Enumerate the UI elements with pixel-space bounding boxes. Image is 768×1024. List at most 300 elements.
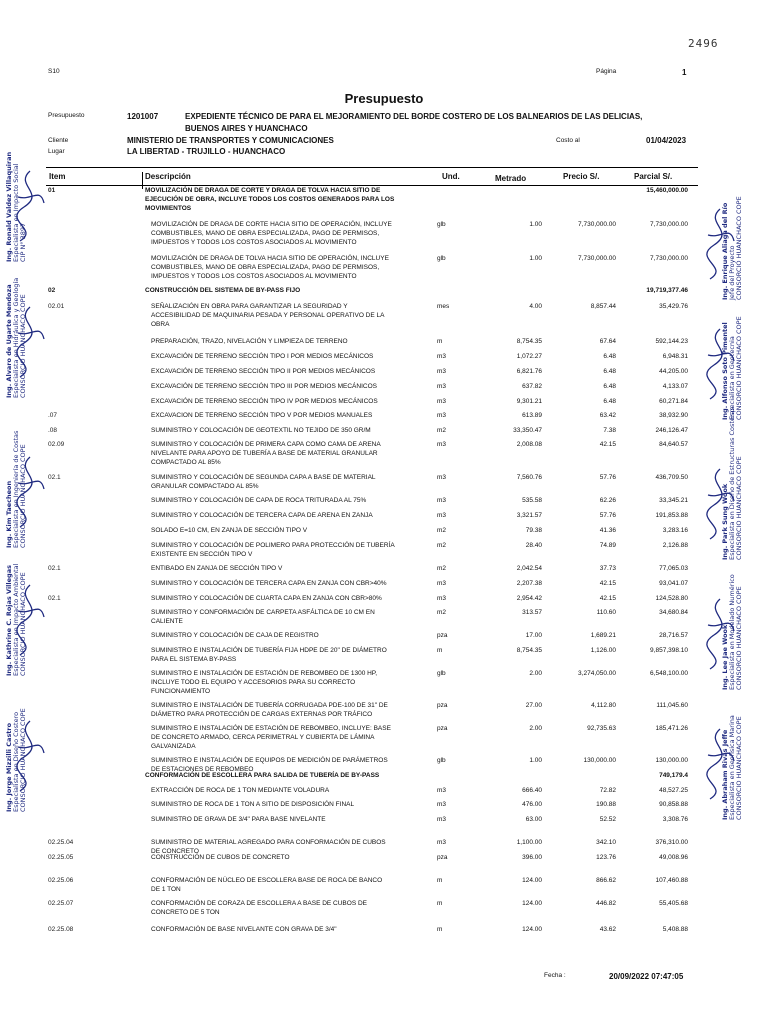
row-description-line: DE CONCRETO	[151, 848, 199, 855]
row-description	[145, 186, 430, 213]
row-precio: 446.82	[596, 900, 616, 907]
row-parcial: 6,948.31	[662, 353, 688, 360]
handwritten-signature	[700, 205, 740, 285]
row-precio: 43.62	[599, 926, 616, 933]
row-precio: 6.48	[603, 398, 616, 405]
stamp-line: CONSORCIO HUANCHACO COPE	[19, 572, 27, 676]
row-description	[145, 411, 430, 420]
row-precio: 37.73	[599, 565, 616, 572]
row-parcial: 34,680.84	[659, 609, 688, 616]
row-description-line: SUMINISTRO E INSTALACIÓN DE ESTACIÓN DE REBOMBEO DE 1300 HP,	[151, 670, 378, 677]
row-description	[145, 397, 430, 406]
row-description-line: SUMINISTRO DE GRAVA DE 3/4" PARA BASE NIVELANTE	[151, 816, 326, 823]
row-unit: pza	[437, 854, 448, 861]
row-metrado: 124.00	[522, 900, 542, 907]
row-description	[145, 526, 430, 535]
row-description-line: IMPUESTOS Y TODOS LOS COSTOS ASOCIADOS AL MOVIMIENTO	[151, 239, 357, 246]
row-description-line: SUMINISTRO E INSTALACIÓN DE ESTACIÓN DE REBOMBEO, INCLUYE: BASE	[151, 725, 391, 732]
row-unit: m3	[437, 398, 447, 405]
presupuesto-code: 1201007	[127, 112, 159, 121]
row-description	[145, 541, 430, 559]
row-unit: m	[437, 647, 443, 654]
handwritten-signature	[700, 725, 740, 805]
row-parcial: 35,429.76	[659, 303, 688, 310]
row-parcial: 38,932.90	[659, 412, 688, 419]
row-description-line: COMPACTADO AL 85%	[151, 459, 221, 466]
row-metrado: 33,350.47	[513, 427, 542, 434]
row-precio: 74.89	[599, 542, 616, 549]
row-item-code: .08	[48, 427, 58, 434]
row-description-line: PARA EL SISTEMA BY-PASS	[151, 656, 237, 663]
row-unit: glb	[437, 255, 446, 262]
row-description	[145, 440, 430, 467]
fecha-value: 20/09/2022 07:47:05	[609, 972, 684, 981]
row-item-code: .07	[48, 412, 58, 419]
row-description	[145, 496, 430, 505]
row-unit: m2	[437, 542, 447, 549]
row-unit: m	[437, 900, 443, 907]
page-title: Presupuesto	[344, 91, 424, 106]
row-metrado: 4.00	[529, 303, 542, 310]
row-description	[145, 473, 430, 491]
stamp-line: Ing. Kathrine C. Rojas Villegas	[5, 565, 13, 676]
row-parcial: 33,345.21	[659, 497, 688, 504]
row-precio: 866.62	[596, 877, 616, 884]
row-parcial: 749,179.4	[659, 772, 688, 779]
row-metrado: 27.00	[525, 702, 542, 709]
lugar-label: Lugar	[48, 148, 65, 155]
row-description	[145, 853, 430, 862]
stamp-line: Especialista en Geotecnia	[728, 336, 736, 420]
col-parcial: Parcial S/.	[634, 172, 673, 181]
row-description	[145, 786, 430, 795]
row-precio: 110.60	[596, 609, 616, 616]
row-unit: m2	[437, 427, 447, 434]
row-description-line: SOLADO E=10 CM, EN ZANJA DE SECCIÓN TIPO V	[151, 527, 308, 534]
row-precio: 1,689.21	[590, 632, 616, 639]
row-metrado: 1.00	[529, 255, 542, 262]
row-metrado: 1,100.00	[516, 839, 542, 846]
row-metrado: 2,042.54	[516, 565, 542, 572]
stamp-line: Ing. Lee Jae Wook	[721, 624, 729, 690]
row-unit: m3	[437, 787, 447, 794]
handwritten-signature	[700, 595, 740, 675]
row-metrado: 2,008.08	[516, 441, 542, 448]
pagina-value: 1	[682, 68, 687, 77]
row-metrado: 6,821.76	[516, 368, 542, 375]
row-description	[145, 220, 430, 247]
row-item-code: 02.01	[48, 303, 65, 310]
row-metrado: 2,954.42	[516, 595, 542, 602]
row-metrado: 17.00	[525, 632, 542, 639]
row-description-line: SUMINISTRO Y COLOCACIÓN DE CAJA DE REGISTRO	[151, 632, 319, 639]
row-description-line: CONSTRUCCIÓN DEL SISTEMA DE BY-PASS FIJO	[145, 287, 301, 294]
pagina-label: Página	[596, 68, 617, 75]
stamp-line: CONSORCIO HUANCHACO COPE	[735, 316, 743, 420]
row-item-code: 02.25.07	[48, 900, 74, 907]
row-unit: glb	[437, 757, 446, 764]
row-precio: 7,730,000.00	[578, 255, 616, 262]
row-description	[145, 925, 430, 934]
row-parcial: 77,065.03	[659, 565, 688, 572]
handwritten-signature	[10, 581, 50, 661]
stamp-line: CIP N° 3897	[19, 222, 27, 262]
row-description	[145, 724, 430, 751]
row-description-line: DE 1 TON	[151, 886, 181, 893]
row-metrado: 124.00	[522, 926, 542, 933]
row-parcial: 44,205.00	[659, 368, 688, 375]
row-item-code: 02.25.04	[48, 839, 74, 846]
row-parcial: 49,008.96	[659, 854, 688, 861]
row-unit: m3	[437, 801, 447, 808]
costo-value: 01/04/2023	[646, 136, 687, 145]
row-description-line: MOVILIZACIÓN DE DRAGA DE CORTE Y DRAGA DE TOLVA HACIA SITIO DE	[145, 187, 381, 194]
row-metrado: 2.00	[529, 725, 542, 732]
stamp-line: CONSORCIO HUANCHACO COPE	[19, 444, 27, 548]
row-parcial: 55,405.68	[659, 900, 688, 907]
row-description-line: CONFORMACIÓN DE BASE NIVELANTE CON GRAVA DE 3/4"	[151, 926, 337, 933]
col-descripcion: Descripción	[145, 172, 191, 181]
row-metrado: 1.00	[529, 221, 542, 228]
stamp-line: Ing. Park Sung Wook	[721, 483, 729, 560]
row-parcial: 90,858.88	[659, 801, 688, 808]
row-parcial: 28,716.57	[659, 632, 688, 639]
row-description-line: DIÁMETRO PARA PROTECCIÓN DE CARGAS EXTERNAS POR TRÁFICO	[151, 711, 373, 718]
row-description	[145, 564, 430, 573]
row-description	[145, 511, 430, 520]
row-description-line: EXTRACCIÓN DE ROCA DE 1 TON MEDIANTE VOLADURA	[151, 787, 330, 794]
row-parcial: 7,730,000.00	[650, 221, 688, 228]
stamp-line: CONSORCIO HUANCHACO COPE	[735, 716, 743, 820]
row-unit: glb	[437, 221, 446, 228]
row-description-line: SUMINISTRO Y COLOCACIÓN DE GEOTEXTIL NO TEJIDO DE 350 GR/M	[151, 427, 371, 434]
row-unit: m3	[437, 839, 447, 846]
stamp-line: Especialista en Diseño Costero	[12, 711, 20, 812]
row-parcial: 376,310.00	[655, 839, 688, 846]
row-item-code: 01	[48, 187, 56, 194]
row-parcial: 9,857,398.10	[650, 647, 688, 654]
row-description-line: EXCAVACIÓN DE TERRENO SECCIÓN TIPO IV POR MEDIOS MECÁNICOS	[151, 398, 378, 405]
row-precio: 92,735.63	[587, 725, 616, 732]
row-precio: 63.42	[599, 412, 616, 419]
row-description-line: SUMINISTRO Y COLOCACIÓN DE PRIMERA CAPA COMO CAMA DE ARENA	[151, 441, 381, 448]
row-description	[145, 367, 430, 376]
stamp-line: Ing. Alfonso Soto Pimentel	[721, 322, 729, 420]
row-unit: glb	[437, 670, 446, 677]
row-unit: m2	[437, 527, 447, 534]
row-parcial: 3,308.76	[662, 816, 688, 823]
row-description	[145, 669, 430, 696]
row-unit: m3	[437, 497, 447, 504]
row-description-line: GALVANIZADA	[151, 743, 196, 750]
presupuesto-desc-line2: BUENOS AIRES Y HUANCHACO	[185, 124, 308, 133]
row-metrado: 637.82	[522, 383, 542, 390]
row-description	[145, 337, 430, 346]
row-description	[145, 771, 430, 780]
row-metrado: 8,754.35	[516, 647, 542, 654]
row-item-code: 02	[48, 287, 56, 294]
handwritten-signature	[10, 453, 50, 533]
col-metrado: Metrado	[495, 174, 527, 183]
row-unit: mes	[437, 303, 450, 310]
stamp-line: Especialista en Impacto Social	[12, 163, 20, 262]
stamp-line: CONSORCIO HUANCHACO COPE	[735, 196, 743, 300]
row-precio: 57.76	[599, 474, 616, 481]
row-unit: pza	[437, 632, 448, 639]
row-description-line: SUMINISTRO DE ROCA DE 1 TON A SITIO DE DISPOSICIÓN FINAL	[151, 801, 355, 808]
row-parcial: 84,640.57	[659, 441, 688, 448]
cliente-label: Cliente	[48, 137, 69, 144]
stamp-line: Jefe del Proyecto	[728, 245, 736, 300]
row-metrado: 476.00	[522, 801, 542, 808]
stamp-line: Especialista en Ingeniería de Costas	[12, 430, 20, 548]
row-description	[145, 876, 430, 894]
row-precio: 3,274,050.00	[578, 670, 616, 677]
row-description-line: OBRA	[151, 321, 170, 328]
row-description-line: SUMINISTRO DE MATERIAL AGREGADO PARA CONFORMACIÓN DE CUBOS	[151, 839, 386, 846]
row-metrado: 666.40	[522, 787, 542, 794]
row-precio: 6.48	[603, 353, 616, 360]
row-parcial: 93,041.07	[659, 580, 688, 587]
stamp-line: Especialista en Impacto Ambiental	[12, 563, 20, 676]
row-parcial: 246,126.47	[655, 427, 688, 434]
presupuesto-desc-line1: EXPEDIENTE TÉCNICO DE PARA EL MEJORAMIENTO DEL BORDE COSTERO DE LOS BALNEARIOS DE LAS DELICIAS,	[185, 112, 643, 121]
row-description-line: COMBUSTIBLES, MANO DE OBRA ESPECIALIZADA, PAGO DE PERMISOS,	[151, 264, 380, 271]
row-description-line: SUMINISTRO Y COLOCACIÓN DE CAPA DE ROCA TRITURADA AL 75%	[151, 497, 367, 504]
handwritten-signature	[10, 167, 50, 247]
row-description-line: EXCAVACIÓN DE TERRENO SECCIÓN TIPO I POR MEDIOS MECÁNICOS	[151, 353, 374, 360]
row-metrado: 7,560.76	[516, 474, 542, 481]
stamp-line: Ing. Jorge Mizzilli Castro	[5, 722, 13, 812]
row-unit: m3	[437, 580, 447, 587]
row-description-line: EXCAVACION DE TERRENO SECCIÓN TIPO V POR MEDIOS MANUALES	[151, 412, 373, 419]
row-parcial: 436,709.50	[655, 474, 688, 481]
costo-label: Costo al	[556, 137, 580, 144]
row-metrado: 396.00	[522, 854, 542, 861]
row-description-line: SUMINISTRO Y COLOCACIÓN DE POLIMERO PARA PROTECCIÓN DE TUBERÍA	[151, 542, 395, 549]
row-description	[145, 382, 430, 391]
row-parcial: 130,000.00	[655, 757, 688, 764]
row-precio: 42.15	[599, 441, 616, 448]
row-precio: 123.76	[596, 854, 616, 861]
row-description-line: SUMINISTRO Y COLOCACIÓN DE CUARTA CAPA EN ZANJA CON CBR>80%	[151, 595, 382, 602]
row-item-code: 02.09	[48, 441, 65, 448]
row-precio: 4,112.80	[591, 702, 616, 709]
row-parcial: 111,045.60	[656, 702, 688, 709]
row-description-line: PREPARACIÓN, TRAZO, NIVELACIÓN Y LIMPIEZA DE TERRENO	[151, 338, 348, 345]
row-metrado: 313.57	[522, 609, 542, 616]
row-description-line: SUMINISTRO Y CONFORMACIÓN DE CARPETA ASFÁLTICA DE 10 CM EN	[151, 609, 375, 616]
row-description	[145, 352, 430, 361]
handwritten-signature	[10, 717, 50, 797]
row-unit: m	[437, 926, 443, 933]
row-unit: m3	[437, 412, 447, 419]
row-description-line: SUMINISTRO Y COLOCACIÓN DE SEGUNDA CAPA A BASE DE MATERIAL	[151, 474, 376, 481]
stamp-line: CONSORCIO HUANCHACO COPE	[735, 586, 743, 690]
lugar-value: LA LIBERTAD - TRUJILLO - HUANCHACO	[127, 147, 286, 156]
row-item-code: 02.25.06	[48, 877, 74, 884]
row-description-line: MOVILIZACIÓN DE DRAGA DE TOLVA HACIA SITIO DE OPERACIÓN, INCLUYE	[151, 255, 389, 262]
handwritten-signature	[700, 465, 740, 545]
stamp-line: CONSORCIO HUANCHACO COPE	[735, 456, 743, 560]
row-description	[145, 800, 430, 809]
col-und: Und.	[442, 172, 460, 181]
row-description-line: SUMINISTRO E INSTALACIÓN DE TUBERÍA FIJA HDPE DE 20" DE DIÁMETRO	[151, 647, 387, 654]
stamp-line: CONSORCIO HUANCHACO COPE	[19, 294, 27, 398]
row-description	[145, 426, 430, 435]
row-precio: 7.38	[603, 427, 616, 434]
row-precio: 7,730,000.00	[578, 221, 616, 228]
stamp-line: CONSORCIO HUANCHACO COPE	[19, 708, 27, 812]
row-description-line: EXCAVACIÓN DE TERRENO SECCIÓN TIPO III POR MEDIOS MECÁNICOS	[151, 383, 377, 390]
row-description-line: IMPUESTOS Y TODOS LOS COSTOS ASOCIADOS AL MOVIMIENTO	[151, 273, 357, 280]
row-metrado: 28.40	[525, 542, 542, 549]
row-unit: m	[437, 877, 443, 884]
row-description	[145, 631, 430, 640]
row-item-code: 02.1	[48, 565, 61, 572]
row-description-line: CALIENTE	[151, 618, 183, 625]
row-parcial: 7,730,000.00	[650, 255, 688, 262]
row-precio: 52.52	[599, 816, 616, 823]
row-precio: 67.64	[599, 338, 616, 345]
row-description-line: COMBUSTIBLES, MANO DE OBRA ESPECIALIZADA, PAGO DE PERMISOS,	[151, 230, 380, 237]
row-metrado: 79.38	[525, 527, 542, 534]
stamp-line: Especialista en Modelado Numérico	[728, 574, 736, 690]
row-parcial: 5,408.88	[662, 926, 688, 933]
row-unit: pza	[437, 725, 448, 732]
row-parcial: 592,144.23	[655, 338, 688, 345]
row-description-line: NIVELANTE PARA APOYO DE TUBERÍA A BASE DE MATERIAL GRANULAR	[151, 450, 378, 457]
stamp-line: Ing. Kim Taecheon	[5, 480, 13, 548]
row-parcial: 6,548,100.00	[650, 670, 688, 677]
row-unit: m2	[437, 565, 447, 572]
row-description-line: SUMINISTRO E INSTALACIÓN DE TUBERÍA CORRUGADA PDE-100 DE 31" DE	[151, 702, 388, 709]
row-metrado: 1,072.27	[516, 353, 542, 360]
stamp-line: Especialista en Geofísica Marina	[728, 715, 736, 820]
row-parcial: 48,527.25	[659, 787, 688, 794]
row-description-line: SUMINISTRO Y COLOCACIÓN DE TERCERA CAPA DE ARENA EN ZANJA	[151, 512, 373, 519]
row-description-line: MOVILIZACIÓN DE DRAGA DE CORTE HACIA SITIO DE OPERACIÓN, INCLUYE	[151, 221, 392, 228]
col-item: Item	[49, 172, 66, 181]
row-precio: 72.82	[599, 787, 616, 794]
row-metrado: 613.89	[522, 412, 542, 419]
row-precio: 57.76	[599, 512, 616, 519]
row-precio: 6.48	[603, 383, 616, 390]
stamp-line: Ing. Ronald Valdez Villaquiran	[5, 151, 13, 262]
row-parcial: 3,283.16	[662, 527, 688, 534]
row-precio: 41.36	[599, 527, 616, 534]
row-description-line: INCLUYE TODO EL EQUIPO Y ACCESORIOS PARA SU CORRECTO	[151, 679, 356, 686]
row-precio: 1,126.00	[590, 647, 616, 654]
row-unit: m3	[437, 816, 447, 823]
row-description-line: EJECUCIÓN DE OBRA, INCLUYE TODOS LOS COSTOS GENERADOS PARA LOS	[145, 196, 395, 203]
row-parcial: 107,460.88	[655, 877, 688, 884]
row-unit: m3	[437, 595, 447, 602]
row-unit: m3	[437, 512, 447, 519]
row-item-code: 02.1	[48, 595, 61, 602]
row-description-line: DE ESTACIONES DE REBOMBEO	[151, 766, 254, 773]
row-description-line: EXCAVACIÓN DE TERRENO SECCIÓN TIPO II POR MEDIOS MECÁNICOS	[151, 368, 376, 375]
presupuesto-label: Presupuesto	[48, 112, 85, 119]
row-metrado: 535.58	[522, 497, 542, 504]
col-precio: Precio S/.	[563, 172, 600, 181]
row-description-line: ENTIBADO EN ZANJA DE SECCIÓN TIPO V	[151, 565, 283, 572]
row-description-line: SEÑALIZACIÓN EN OBRA PARA GARANTIZAR LA SEGURIDAD Y	[151, 303, 348, 310]
row-description-line: EXISTENTE EN SECCIÓN TIPO V	[151, 551, 253, 558]
row-metrado: 124.00	[522, 877, 542, 884]
row-parcial: 19,719,377.46	[646, 287, 688, 294]
row-parcial: 4,133.07	[662, 383, 688, 390]
page-number-mark: 2496	[688, 37, 719, 50]
row-metrado: 8,754.35	[516, 338, 542, 345]
row-precio: 42.15	[599, 595, 616, 602]
row-item-code: 02.1	[48, 474, 61, 481]
row-description-line: GRANULAR COMPACTADO AL 85%	[151, 483, 259, 490]
row-precio: 6.48	[603, 368, 616, 375]
row-metrado: 9,301.21	[516, 398, 542, 405]
row-precio: 190.88	[596, 801, 616, 808]
stamp-line: Ing. Enrique Aliaga del Río	[721, 202, 729, 300]
row-unit: m3	[437, 353, 447, 360]
row-description	[145, 815, 430, 824]
row-unit: m2	[437, 609, 447, 616]
row-parcial: 15,460,000.00	[646, 187, 688, 194]
row-description-line: FUNCIONAMIENTO	[151, 688, 211, 695]
row-unit: pza	[437, 702, 448, 709]
row-precio: 130,000.00	[583, 757, 616, 764]
cliente-value: MINISTERIO DE TRANSPORTES Y COMUNICACIONES	[127, 136, 334, 145]
row-description-line: SUMINISTRO Y COLOCACIÓN DE TERCERA CAPA EN ZANJA CON CBR>40%	[151, 580, 387, 587]
fecha-label: Fecha :	[544, 972, 566, 979]
row-unit: m3	[437, 383, 447, 390]
row-description	[145, 646, 430, 664]
row-description	[145, 254, 430, 281]
row-metrado: 63.00	[525, 816, 542, 823]
row-metrado: 2.00	[529, 670, 542, 677]
row-description	[145, 594, 430, 603]
row-description	[145, 286, 430, 295]
row-metrado: 1.00	[529, 757, 542, 764]
row-parcial: 2,126.88	[662, 542, 688, 549]
row-description-line: CONFORMACIÓN DE ESCOLLERA PARA SALIDA DE TUBERÍA DE BY-PASS	[145, 772, 380, 779]
row-description-line: DE CONCRETO ARMADO, CERCA PERIMETRAL Y CUBIERTA DE LÁMINA	[151, 734, 375, 741]
row-parcial: 191,853.88	[655, 512, 688, 519]
row-description	[145, 579, 430, 588]
row-precio: 62.26	[599, 497, 616, 504]
stamp-line: Especialista en Hidráulica y Geología	[12, 277, 20, 398]
stamp-line: Ing. Abraham Rivas Jeffe	[721, 729, 729, 820]
row-unit: m	[437, 338, 443, 345]
row-description	[145, 608, 430, 626]
row-description-line: ACCESIBILIDAD DE MAQUINARIA PESADA Y PERSONAL OPERATIVO DE LA	[151, 312, 385, 319]
row-item-code: 02.25.05	[48, 854, 74, 861]
row-description-line: MOVIMIENTOS	[145, 205, 192, 212]
row-unit: m3	[437, 441, 447, 448]
stamp-line: Ing. Alvaro de Ugarte Mendoza	[5, 284, 13, 398]
s10-label: S10	[48, 68, 60, 75]
row-description	[145, 701, 430, 719]
row-parcial: 60,271.84	[659, 398, 688, 405]
row-description	[145, 302, 430, 329]
row-description-line: CONFORMACIÓN DE NÚCLEO DE ESCOLLERA BASE DE ROCA DE BANCO	[151, 877, 383, 884]
row-description-line: SUMINISTRO E INSTALACIÓN DE EQUIPOS DE MEDICIÓN DE PARÁMETROS	[151, 757, 388, 764]
handwritten-signature	[10, 303, 50, 383]
row-precio: 42.15	[599, 580, 616, 587]
stamp-line: Especialista en Diseño de Estructuras Costeras	[728, 407, 736, 560]
row-precio: 342.10	[596, 839, 616, 846]
row-item-code: 02.25.08	[48, 926, 74, 933]
row-unit: m3	[437, 368, 447, 375]
